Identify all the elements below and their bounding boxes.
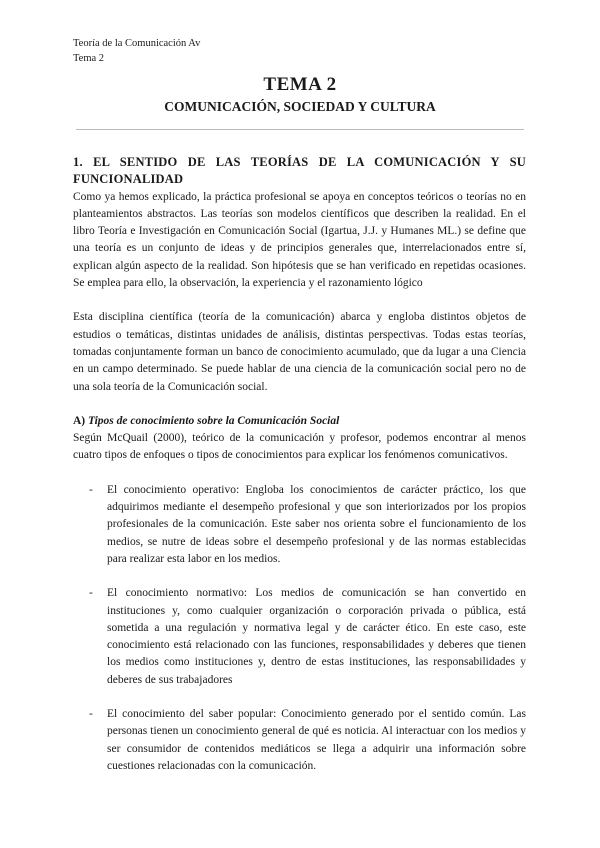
- dash-bullet: -: [89, 587, 93, 600]
- document-subtitle: COMUNICACIÓN, SOCIEDAD Y CULTURA: [164, 99, 436, 114]
- header-course: Teoría de la Comunicación Av: [73, 38, 201, 49]
- header-topic: Tema 2: [73, 53, 105, 64]
- section-a-title: Tipos de conocimiento sobre la Comunicación Social: [88, 414, 340, 427]
- dash-bullet: -: [89, 483, 93, 496]
- list-item-text: El conocimiento normativo: Los medios de comunicación se han convertido en instituciones y, como cualquier organización o corporación privada o pública, está sometida a una regulación y normativa legal y de carácter ético. En este caso, este conocimiento está relacionado con las funciones, responsabilidades y deberes que tienen los medios como instituciones y, dentro de estas instituciones, las responsabilidades y deberes de sus trabajadores: [107, 587, 526, 686]
- section-1-heading: 1. EL SENTIDO DE LAS TEORÍAS DE LA COMUNICACIÓN Y SU FUNCIONALIDAD: [73, 155, 526, 187]
- list-item: [73, 706, 526, 775]
- section-a-heading: [73, 413, 526, 430]
- page-header: [73, 36, 200, 66]
- list-item: [73, 585, 526, 689]
- paragraph-gap: [73, 292, 526, 309]
- document-title: TEMA 2: [263, 74, 337, 95]
- list-item-text: El conocimiento operativo: Engloba los conocimientos de carácter práctico, los que adquirimos mediante el desempeño profesional y que son interiorizados por los propios profesionales de la comunicación. Este saber nos orienta sobre el funcionamiento de los medios, se nutre de ideas sobre el desempeño profesional y de las normas establecidas para realizar esta labor en los medios.: [107, 483, 526, 565]
- list-item: [73, 482, 526, 568]
- section-a-label: A): [73, 414, 86, 427]
- dash-bullet: -: [89, 708, 93, 721]
- document-body: [73, 154, 526, 775]
- list-item-text: El conocimiento del saber popular: Conocimiento generado por el sentido común. Las personas tienen un conocimiento general de qué es noticia. Al interactuar con los medios y ser consumidor de contenidos mediáticos se llega a adquirir una información sobre cuestiones relacionadas con la comunicación.: [107, 708, 526, 772]
- section-a-intro: Según McQuail (2000), teórico de la comunicación y profesor, podemos encontrar al menos cuatro tipos de enfoques o tipos de conocimientos para explicar los fenómenos comunicativos.: [73, 432, 526, 462]
- section-1-paragraph-2: Esta disciplina científica (teoría de la comunicación) abarca y engloba distintos objetos de estudios o temáticas, distintas unidades de análisis, distintas perspectivas. Todas estas teorías, tomadas conjuntamente forman un banco de conocimiento acumulado, que da lugar a una Ciencia en un campo determinado. Se puede hablar de una ciencia de la comunicación social pero no de una sola teoría de la Comunicación social.: [73, 311, 526, 393]
- knowledge-types-list: [73, 482, 526, 775]
- section-1-paragraph-1: Como ya hemos explicado, la práctica profesional se apoya en conceptos teóricos o teorías no en planteamientos abstractos. Las teorías son modelos científicos que describen la realidad. En el libro Teoría e Investigación en Comunicación Social (Igartua, J.J. y Humanes ML.) se define que una teoría es un conjunto de ideas y de principios generales que, interrelacionados entre sí, explican algún aspecto de la realidad. Son hipótesis que se han verificado en repetidas ocasiones. Se emplea para ello, la observación, la experiencia y el razonamiento lógico: [73, 190, 526, 290]
- title-divider: [76, 129, 524, 130]
